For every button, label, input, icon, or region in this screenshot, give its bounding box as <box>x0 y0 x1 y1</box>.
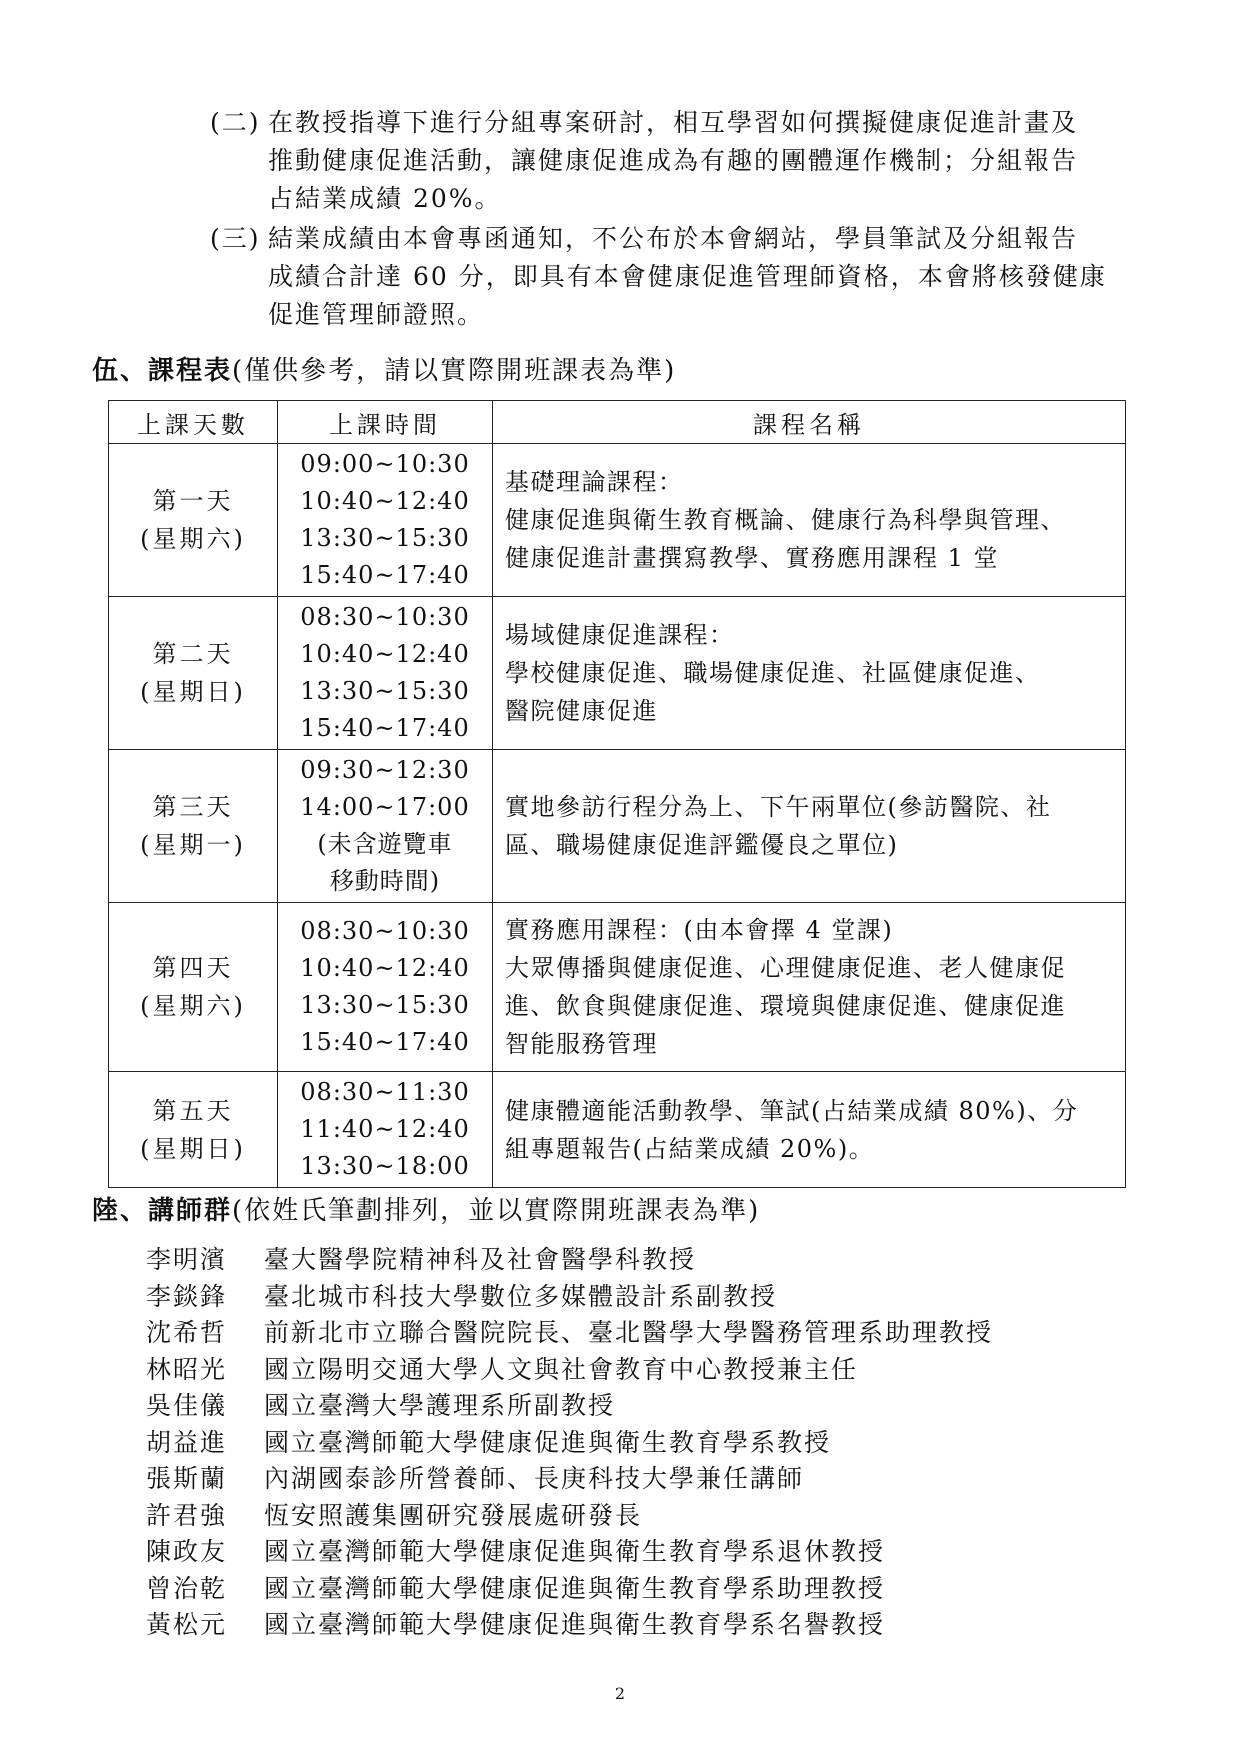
day-cell: 第五天 (星期日) <box>109 1072 278 1188</box>
lecturer-name: 曾治乾 <box>146 1573 228 1603</box>
course-cell: 場域健康促進課程： 學校健康促進、職場健康促進、社區健康促進、 醫院健康促進 <box>493 597 1126 750</box>
course-cell: 實務應用課程：(由本會擇 4 堂課) 大眾傳播與健康促進、心理健康促進、老人健康促 進、飲食與健康促進、環境與健康促進、健康促進 智能服務管理 <box>493 903 1126 1072</box>
lecturer-name: 胡益進 <box>146 1427 228 1457</box>
list-item <box>146 1315 993 1352</box>
course-cell: 健康體適能活動教學、筆試(占結業成績 80%)、分 組專題報告(占結業成績 20%)。 <box>493 1072 1126 1188</box>
section-heading-lecturers <box>92 1190 760 1227</box>
lecturer-title: 內湖國泰診所營養師、長庚科技大學兼任講師 <box>264 1464 805 1493</box>
list-item <box>146 1242 993 1279</box>
lecturer-name: 張斯蘭 <box>146 1464 228 1493</box>
course-cell: 基礎理論課程： 健康促進與衛生教育概論、健康行為科學與管理、 健康促進計畫撰寫教學、實務應用課程 1 堂 <box>493 444 1126 597</box>
list-item-2 <box>210 104 1160 218</box>
list-item-line: 成績合計達 60 分，即具有本會健康促進管理師資格，本會將核發健康 <box>268 262 1107 291</box>
lecturer-title: 國立臺灣大學護理系所副教授 <box>264 1391 616 1420</box>
list-item-line: 推動健康促進活動，讓健康促進成為有趣的團體運作機制；分組報告 <box>268 146 1079 175</box>
table-header-row <box>109 401 1126 444</box>
lecturer-title: 國立陽明交通大學人文與社會教育中心教授兼主任 <box>264 1354 859 1384</box>
course-cell: 實地參訪行程分為上、下午兩單位(參訪醫院、社 區、職場健康促進評鑑優良之單位) <box>493 750 1126 903</box>
day-cell: 第四天 (星期六) <box>109 903 278 1072</box>
day-cell: 第三天 (星期一) <box>109 750 278 903</box>
column-header-course: 課程名稱 <box>493 401 1126 444</box>
section-heading-schedule <box>92 350 676 387</box>
list-item-3 <box>210 220 1160 334</box>
course-schedule-table <box>108 400 1126 1188</box>
list-item-line: 促進管理師證照。 <box>268 300 485 329</box>
list-item-line: (二) 在教授指導下進行分組專案研討，相互學習如何撰擬健康促進計畫及 <box>210 104 1160 142</box>
lecturer-title: 國立臺灣師範大學健康促進與衛生教育學系名譽教授 <box>264 1610 886 1639</box>
lecturer-title: 國立臺灣師範大學健康促進與衛生教育學系退休教授 <box>264 1537 886 1566</box>
list-item <box>146 1425 993 1462</box>
lecturer-title: 國立臺灣師範大學健康促進與衛生教育學系教授 <box>264 1427 832 1457</box>
time-cell: 08:30~10:30 10:40~12:40 13:30~15:30 15:40~17:40 <box>278 597 493 750</box>
time-cell: 09:30~12:30 14:00~17:00 (未含遊覽車 移動時間) <box>278 750 493 903</box>
day-cell: 第二天 (星期日) <box>109 597 278 750</box>
list-item <box>146 1388 993 1425</box>
table-row <box>109 444 1126 597</box>
lecturer-list <box>146 1242 993 1644</box>
list-item <box>146 1607 993 1644</box>
table-row <box>109 1072 1126 1188</box>
list-item <box>146 1498 993 1535</box>
lecturer-title: 前新北市立聯合醫院院長、臺北醫學大學醫務管理系助理教授 <box>264 1318 994 1347</box>
list-item <box>146 1534 993 1571</box>
day-cell: 第一天 (星期六) <box>109 444 278 597</box>
lecturer-title: 臺大醫學院精神科及社會醫學科教授 <box>264 1245 697 1274</box>
lecturer-name: 許君強 <box>146 1500 228 1530</box>
table-row <box>109 750 1126 903</box>
time-cell: 08:30~10:30 10:40~12:40 13:30~15:30 15:40~17:40 <box>278 903 493 1072</box>
lecturer-name: 李明濱 <box>146 1245 228 1274</box>
list-item-number: (三) <box>210 224 261 253</box>
list-item <box>146 1461 993 1498</box>
section-title: 陸、講師群 <box>92 1196 233 1226</box>
lecturer-name: 吳佳儀 <box>146 1391 228 1420</box>
lecturer-name: 李錟鋒 <box>146 1281 228 1311</box>
list-item-line: 占結業成績 20%。 <box>268 184 502 213</box>
lecturer-title: 恆安照護集團研究發展處研發長 <box>264 1500 643 1530</box>
list-item-number: (二) <box>210 108 261 137</box>
list-item <box>146 1279 993 1316</box>
table-row <box>109 903 1126 1072</box>
list-item <box>146 1352 993 1389</box>
section-note: (僅供參考，請以實際開班課表為準) <box>232 356 677 386</box>
lecturer-title: 臺北城市科技大學數位多媒體設計系副教授 <box>264 1281 778 1311</box>
time-cell: 09:00~10:30 10:40~12:40 13:30~15:30 15:40~17:40 <box>278 444 493 597</box>
lecturer-name: 林昭光 <box>146 1354 228 1384</box>
lecturer-name: 陳政友 <box>146 1537 228 1566</box>
section-title: 伍、課程表 <box>92 356 233 386</box>
lecturer-name: 黃松元 <box>146 1610 228 1639</box>
section-note: (依姓氏筆劃排列，並以實際開班課表為準) <box>232 1196 761 1226</box>
column-header-time: 上課時間 <box>278 401 493 444</box>
time-cell: 08:30~11:30 11:40~12:40 13:30~18:00 <box>278 1072 493 1188</box>
page-number: 2 <box>614 1684 626 1703</box>
column-header-day: 上課天數 <box>109 401 278 444</box>
list-item <box>146 1571 993 1608</box>
list-item-line: (三) 結業成績由本會專函通知，不公布於本會網站，學員筆試及分組報告 <box>210 220 1160 258</box>
lecturer-title: 國立臺灣師範大學健康促進與衛生教育學系助理教授 <box>264 1573 886 1603</box>
lecturer-name: 沈希哲 <box>146 1318 228 1347</box>
table-row <box>109 597 1126 750</box>
